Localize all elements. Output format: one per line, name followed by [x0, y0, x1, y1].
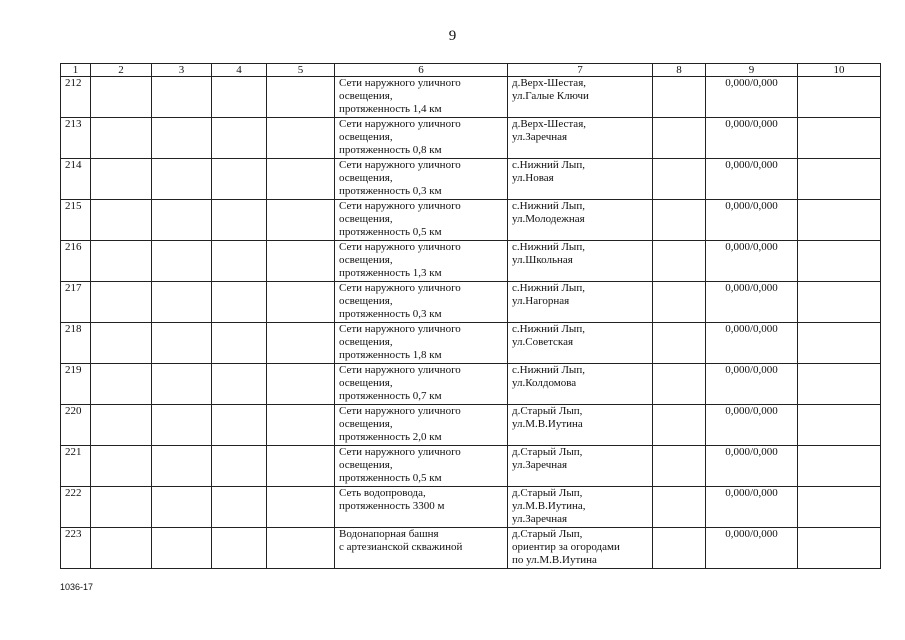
- empty-cell: [212, 282, 267, 323]
- value-cell: 0,000/0,000: [706, 118, 798, 159]
- object-address-cell: с.Нижний Лып, ул.Советская: [508, 323, 653, 364]
- row-number-cell: 215: [61, 200, 91, 241]
- object-address-cell: с.Нижний Лып, ул.Школьная: [508, 241, 653, 282]
- value-cell: 0,000/0,000: [706, 282, 798, 323]
- empty-cell: [152, 487, 212, 528]
- empty-cell: [152, 118, 212, 159]
- row-number-cell: 220: [61, 405, 91, 446]
- object-address-cell: д.Старый Лып, ул.Заречная: [508, 446, 653, 487]
- value-cell: 0,000/0,000: [706, 487, 798, 528]
- object-address-cell: д.Старый Лып, ориентир за огородами по ул.М.В.Иутина: [508, 528, 653, 569]
- empty-cell: [267, 200, 335, 241]
- empty-cell: [152, 446, 212, 487]
- object-description-cell: Сети наружного уличного освещения, протяженность 0,3 км: [335, 159, 508, 200]
- empty-cell: [91, 364, 152, 405]
- row-number-cell: 216: [61, 241, 91, 282]
- table-row: [61, 77, 881, 118]
- empty-cell: [653, 200, 706, 241]
- table-row: [61, 282, 881, 323]
- empty-cell: [91, 528, 152, 569]
- object-description-cell: Сети наружного уличного освещения, протяженность 1,4 км: [335, 77, 508, 118]
- empty-cell: [91, 446, 152, 487]
- empty-cell: [653, 364, 706, 405]
- value-cell: 0,000/0,000: [706, 241, 798, 282]
- object-description-cell: Сети наружного уличного освещения, протяженность 0,8 км: [335, 118, 508, 159]
- empty-cell: [798, 118, 881, 159]
- empty-cell: [91, 200, 152, 241]
- column-number-header-row: [61, 64, 881, 77]
- empty-cell: [91, 159, 152, 200]
- object-description-cell: Сети наружного уличного освещения, протяженность 0,5 км: [335, 200, 508, 241]
- table-row: [61, 364, 881, 405]
- column-header: 9: [706, 64, 798, 77]
- empty-cell: [212, 118, 267, 159]
- object-description-cell: Сети наружного уличного освещения, протяженность 1,3 км: [335, 241, 508, 282]
- row-number-cell: 213: [61, 118, 91, 159]
- empty-cell: [267, 364, 335, 405]
- column-header: 2: [91, 64, 152, 77]
- column-header: 5: [267, 64, 335, 77]
- table-row: [61, 446, 881, 487]
- value-cell: 0,000/0,000: [706, 77, 798, 118]
- row-number-cell: 221: [61, 446, 91, 487]
- empty-cell: [91, 323, 152, 364]
- column-header: 1: [61, 64, 91, 77]
- empty-cell: [91, 241, 152, 282]
- value-cell: 0,000/0,000: [706, 364, 798, 405]
- empty-cell: [212, 446, 267, 487]
- empty-cell: [212, 323, 267, 364]
- value-cell: 0,000/0,000: [706, 200, 798, 241]
- empty-cell: [653, 241, 706, 282]
- column-header: 3: [152, 64, 212, 77]
- empty-cell: [212, 200, 267, 241]
- property-registry-table: [60, 63, 881, 569]
- empty-cell: [267, 528, 335, 569]
- empty-cell: [267, 241, 335, 282]
- empty-cell: [267, 487, 335, 528]
- empty-cell: [267, 282, 335, 323]
- row-number-cell: 222: [61, 487, 91, 528]
- empty-cell: [91, 282, 152, 323]
- object-address-cell: с.Нижний Лып, ул.Колдомова: [508, 364, 653, 405]
- empty-cell: [798, 241, 881, 282]
- empty-cell: [798, 405, 881, 446]
- empty-cell: [653, 282, 706, 323]
- empty-cell: [798, 487, 881, 528]
- object-description-cell: Сети наружного уличного освещения, протяженность 1,8 км: [335, 323, 508, 364]
- column-header: 6: [335, 64, 508, 77]
- empty-cell: [653, 323, 706, 364]
- empty-cell: [798, 446, 881, 487]
- empty-cell: [653, 405, 706, 446]
- row-number-cell: 212: [61, 77, 91, 118]
- object-description-cell: Сети наружного уличного освещения, протяженность 0,5 км: [335, 446, 508, 487]
- empty-cell: [798, 282, 881, 323]
- object-description-cell: Сеть водопровода, протяженность 3300 м: [335, 487, 508, 528]
- object-description-cell: Сети наружного уличного освещения, протяженность 0,3 км: [335, 282, 508, 323]
- row-number-cell: 219: [61, 364, 91, 405]
- table-row: [61, 241, 881, 282]
- table-row: [61, 159, 881, 200]
- empty-cell: [267, 405, 335, 446]
- column-header: 7: [508, 64, 653, 77]
- object-address-cell: д.Старый Лып, ул.М.В.Иутина, ул.Заречная: [508, 487, 653, 528]
- value-cell: 0,000/0,000: [706, 528, 798, 569]
- table-row: [61, 118, 881, 159]
- object-address-cell: с.Нижний Лып, ул.Нагорная: [508, 282, 653, 323]
- table-row: [61, 323, 881, 364]
- empty-cell: [653, 159, 706, 200]
- table-row: [61, 200, 881, 241]
- value-cell: 0,000/0,000: [706, 323, 798, 364]
- empty-cell: [798, 528, 881, 569]
- empty-cell: [152, 77, 212, 118]
- empty-cell: [152, 282, 212, 323]
- object-address-cell: с.Нижний Лып, ул.Новая: [508, 159, 653, 200]
- empty-cell: [653, 487, 706, 528]
- empty-cell: [212, 405, 267, 446]
- document-footer-code: 1036-17: [60, 582, 94, 592]
- column-header: 4: [212, 64, 267, 77]
- column-header: 8: [653, 64, 706, 77]
- empty-cell: [267, 159, 335, 200]
- empty-cell: [798, 159, 881, 200]
- page-number: 9: [448, 28, 457, 44]
- value-cell: 0,000/0,000: [706, 446, 798, 487]
- empty-cell: [267, 118, 335, 159]
- empty-cell: [267, 77, 335, 118]
- empty-cell: [212, 241, 267, 282]
- empty-cell: [798, 77, 881, 118]
- empty-cell: [152, 405, 212, 446]
- empty-cell: [798, 323, 881, 364]
- column-header: 10: [798, 64, 881, 77]
- empty-cell: [212, 77, 267, 118]
- empty-cell: [653, 446, 706, 487]
- value-cell: 0,000/0,000: [706, 405, 798, 446]
- empty-cell: [798, 364, 881, 405]
- empty-cell: [91, 77, 152, 118]
- empty-cell: [152, 241, 212, 282]
- object-address-cell: д.Верх-Шестая, ул.Заречная: [508, 118, 653, 159]
- empty-cell: [152, 528, 212, 569]
- empty-cell: [152, 200, 212, 241]
- table-row: [61, 528, 881, 569]
- table-row: [61, 487, 881, 528]
- empty-cell: [212, 159, 267, 200]
- empty-cell: [267, 446, 335, 487]
- empty-cell: [267, 323, 335, 364]
- object-description-cell: Водонапорная башня с артезианской скважиной: [335, 528, 508, 569]
- object-description-cell: Сети наружного уличного освещения, протяженность 0,7 км: [335, 364, 508, 405]
- empty-cell: [653, 77, 706, 118]
- row-number-cell: 217: [61, 282, 91, 323]
- empty-cell: [653, 528, 706, 569]
- value-cell: 0,000/0,000: [706, 159, 798, 200]
- table-row: [61, 405, 881, 446]
- empty-cell: [91, 405, 152, 446]
- empty-cell: [653, 118, 706, 159]
- empty-cell: [91, 118, 152, 159]
- empty-cell: [212, 487, 267, 528]
- empty-cell: [152, 323, 212, 364]
- empty-cell: [91, 487, 152, 528]
- row-number-cell: 223: [61, 528, 91, 569]
- object-description-cell: Сети наружного уличного освещения, протяженность 2,0 км: [335, 405, 508, 446]
- registry-body: [61, 77, 881, 569]
- empty-cell: [212, 364, 267, 405]
- empty-cell: [798, 200, 881, 241]
- row-number-cell: 218: [61, 323, 91, 364]
- empty-cell: [152, 364, 212, 405]
- row-number-cell: 214: [61, 159, 91, 200]
- empty-cell: [152, 159, 212, 200]
- empty-cell: [212, 528, 267, 569]
- object-address-cell: с.Нижний Лып, ул.Молодежная: [508, 200, 653, 241]
- object-address-cell: д.Старый Лып, ул.М.В.Иутина: [508, 405, 653, 446]
- object-address-cell: д.Верх-Шестая, ул.Галые Ключи: [508, 77, 653, 118]
